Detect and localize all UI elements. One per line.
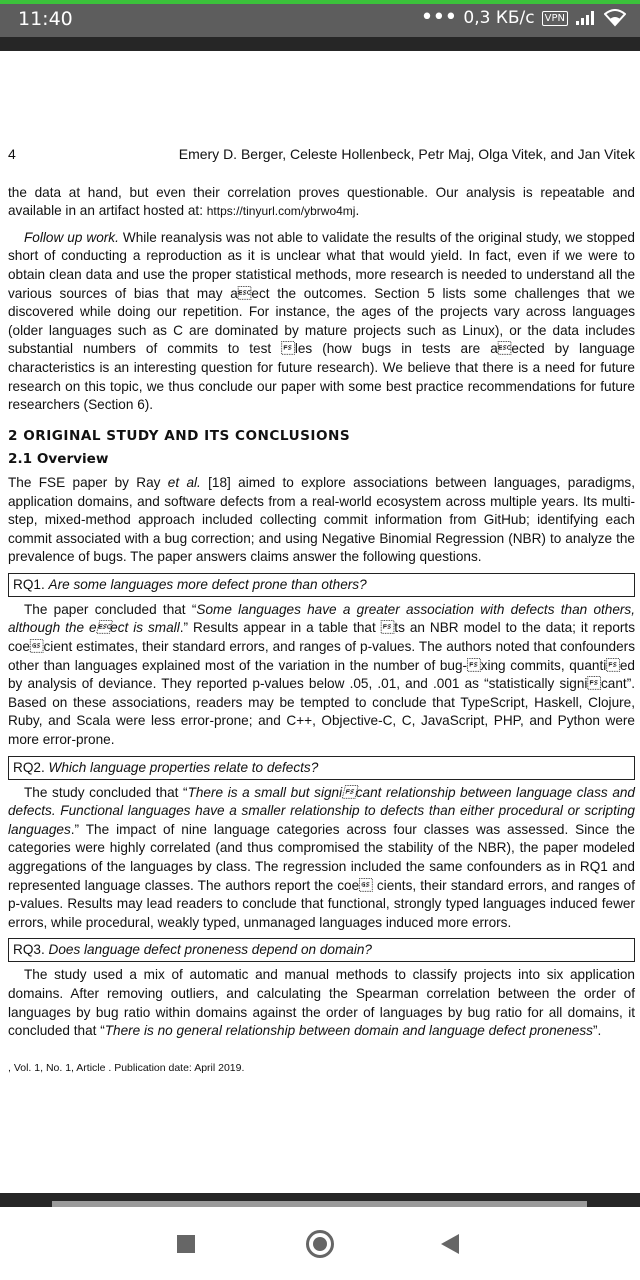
download-progress-bar (0, 0, 640, 4)
rq2-paragraph: The study concluded that “There is a small but signi cant relationship between language class and defects. Functional languages have a smaller relationship to defects than either procedural or scripting languages.” The impact of nine language categories across four classes was assessed. Since the categories were highly correlated (and thus compromised the stability of the NBR), the paper modeled aggregations of the languages by class. The regression included the same confounders as in RQ1 and represented language classes. The authors report the coe cients, their standard errors, and ranges of p-values. Results may lead readers to conclude that functional, strongly typed languages induced fewer errors, while procedural, weakly typed, unmanaged languages induced more errors. (8, 784, 635, 930)
rq3-paragraph: The study used a mix of automatic and manual methods to classify projects into six application domains. After removing outliers, and calculating the Spearman correlation between the order of languages by bug ratio within domains against the order of languages by bug ratio for all domains, it concluded that “There is no general relationship between domain and language defect proneness”. (8, 967, 635, 1039)
artifact-link[interactable]: https://tinyurl.com/ybrwo4mj (206, 204, 356, 219)
notification-dots-icon: ••• (420, 5, 457, 30)
page-content (8, 145, 635, 1077)
status-icons (420, 5, 626, 30)
status-bar (0, 0, 640, 37)
vpn-icon: VPN (542, 11, 568, 26)
wifi-icon (604, 9, 626, 27)
subsection-heading: 2.1 Overview (8, 451, 109, 468)
page-number: 4 (8, 146, 16, 162)
recents-square-icon[interactable] (177, 1235, 195, 1253)
followup-paragraph: Follow up work. While reanalysis was not able to validate the results of the original study, we stopped short of conducting a reproduction as it is unclear what that would yield. In fact, even if we were to obtain clean data and use the proper statistical methods, more research is needed to understand all the various sources of bias that may aect the outcomes. Section 5 lists some challenges that we discovered while doing our repetition. For instance, the ages of the projects vary across languages (older languages such as C are dominated by mature projects such as Linux), or the data includes substantial numbers of commits to test les (how bugs in tests are aected by language characteristics is an interesting question for future research). We believe that there is a need for future research on this topic, we thus conclude our paper with some best practice recommendations for future researchers (Section 6). (8, 229, 635, 413)
rq1-paragraph: The paper concluded that “Some languages have a greater association with defects than others, although the eect is small.” Results appear in a table that ts an NBR model to the data; it reports coe cient estimates, their standard errors, and ranges of p-values. The authors noted that confounders other than languages explained most of the variation in the number of bug- xing commits, quanti ed by analysis of deviance. They reported p-values below .05, .01, and .001 as “statistically signi cant”. Based on these associations, readers may be tempted to conclude that TypeScript, Haskell, Clojure, Ruby, and Scala were less error-prone; and C++, Objective-C, C, JavaScript, PHP, and Python were more error-prone. (8, 601, 636, 748)
reader-top-band (0, 37, 640, 51)
rq1-box: RQ1. Are some languages more defect prone than others? (8, 573, 635, 597)
author-list: Emery D. Berger, Celeste Hollenbeck, Petr Maj, Olga Vitek, and Jan Vitek (178, 146, 635, 162)
signal-icon (575, 10, 597, 26)
back-triangle-icon[interactable] (441, 1234, 459, 1254)
document-page[interactable] (0, 51, 640, 1195)
rq3-box: RQ3. Does language defect proneness depend on domain? (8, 938, 635, 962)
network-speed: 0,3 КБ/с (463, 8, 535, 28)
overview-paragraph: The FSE paper by Ray et al. [18] aimed to explore associations between languages, paradigms, application domains, and software defects from a real-world ecosystem across multiple years. Its multi-step, mixed-method approach included collecting commit information from GitHub; identifying each commit associated with a bug correction; and using Negative Binomial Regression (NBR) to analyze the prevalence of bugs. The paper answers claims answer the following questions. (8, 474, 636, 565)
rq2-box: RQ2. Which language properties relate to defects? (8, 756, 635, 780)
reader-bottom-band (0, 1193, 640, 1207)
section-heading: 2 ORIGINAL STUDY AND ITS CONCLUSIONS (8, 427, 351, 444)
page-footer: , Vol. 1, No. 1, Article . Publication date: April 2019. (8, 1061, 245, 1074)
running-head (8, 145, 635, 164)
home-circle-icon[interactable] (306, 1230, 334, 1258)
system-nav-bar (0, 1207, 640, 1280)
intro-paragraph: the data at hand, but even their correlation proves questionable. Our analysis is repeatable and available in an artifact hosted at: https://tinyurl.com/ybrwo4mj. (8, 184, 635, 219)
status-time: 11:40 (18, 8, 73, 30)
